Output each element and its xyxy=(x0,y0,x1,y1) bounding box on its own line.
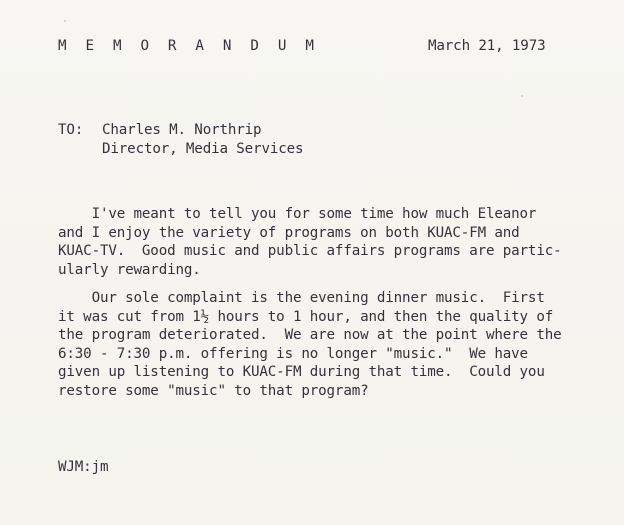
typist-initials: WJM:jm xyxy=(58,459,109,475)
to-label: TO: xyxy=(58,122,84,138)
paragraph-line: the program deteriorated. We are now at the point where the xyxy=(58,327,562,344)
paragraph-line: it was cut from 1½ hours to 1 hour, and then the quality of xyxy=(58,308,554,325)
paragraph-line: given up listening to KUAC-FM during that time. Could you xyxy=(58,364,545,381)
paragraph-line: restore some "music" to that program? xyxy=(58,382,369,399)
paper-speck xyxy=(521,95,523,97)
paper-speck xyxy=(64,20,66,22)
memo-date: March 21, 1973 xyxy=(428,38,546,54)
paragraph-line: and I enjoy the variety of programs on both KUAC-FM and xyxy=(58,224,520,241)
paragraph-line: I've meant to tell you for some time how much Eleanor xyxy=(58,206,537,222)
paragraph-line: ularly rewarding. xyxy=(58,261,201,278)
recipient-title: Director, Media Services xyxy=(102,140,304,157)
memo-heading: M E M O R A N D U M xyxy=(58,38,320,54)
body-paragraph-1 xyxy=(58,205,562,279)
paragraph-line: Our sole complaint is the evening dinner music. First xyxy=(58,290,545,306)
paragraph-line: KUAC-TV. Good music and public affairs programs are partic- xyxy=(58,243,562,260)
body-paragraph-2 xyxy=(58,289,562,401)
paragraph-line: 6:30 - 7:30 p.m. offering is no longer "music." We have xyxy=(58,345,528,362)
recipient-name: Charles M. Northrip xyxy=(102,122,262,138)
